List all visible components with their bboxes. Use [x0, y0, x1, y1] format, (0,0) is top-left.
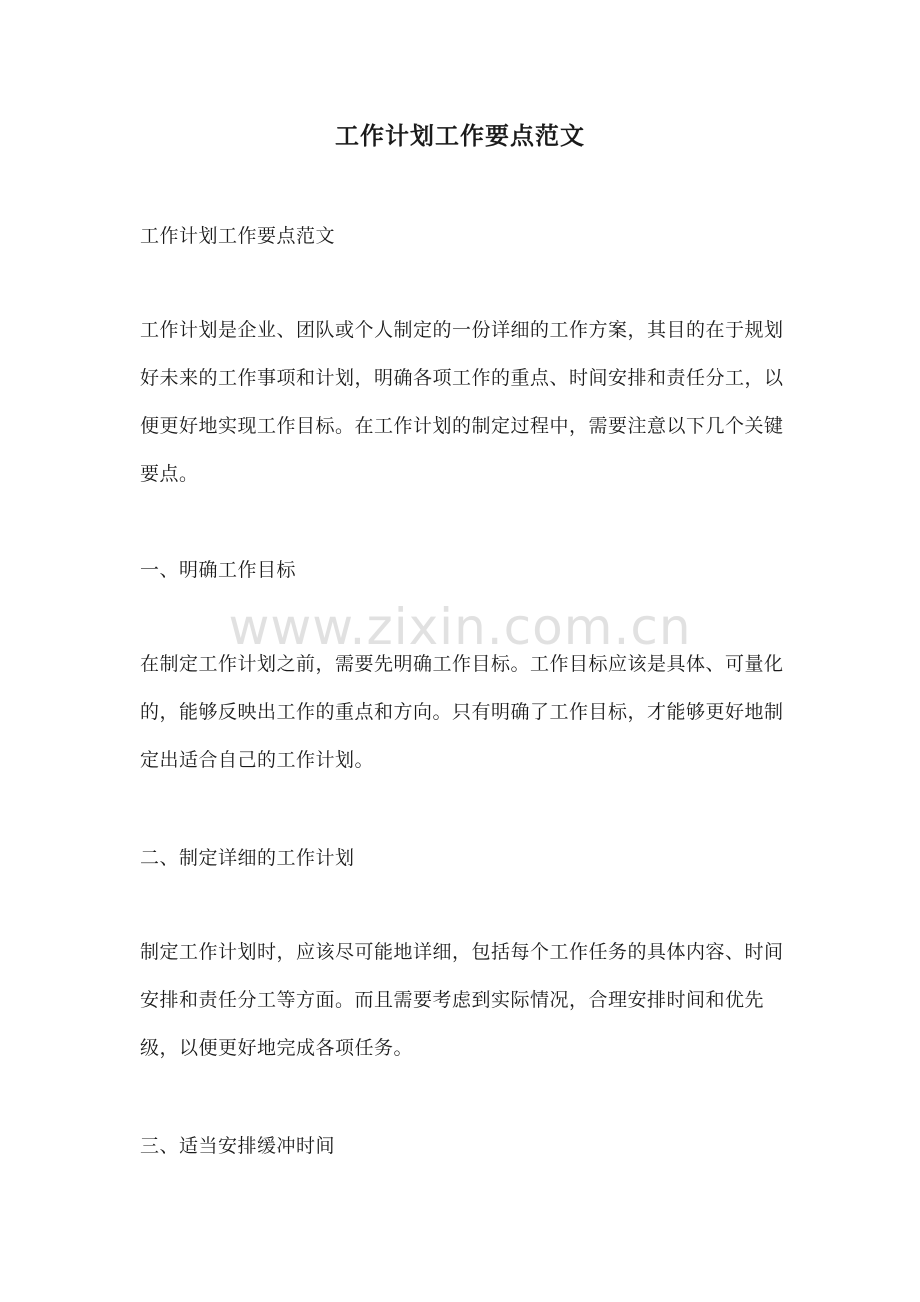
intro-paragraph: 工作计划是企业、团队或个人制定的一份详细的工作方案，其目的在于规划好未来的工作事项和计划，明确各项工作的重点、时间安排和责任分工，以便更好地实现工作目标。在工作计划的制定过程中，需要注意以下几个关键要点。: [140, 319, 784, 485]
section-body-1: 在制定工作计划之前，需要先明确工作目标。工作目标应该是具体、可量化的，能够反映出工作的重点和方向。只有明确了工作目标，才能够更好地制定出适合自己的工作计划。: [140, 653, 784, 771]
document-title: 工作计划工作要点范文: [335, 121, 585, 150]
section-heading-1: 一、明确工作目标: [140, 559, 297, 581]
watermark-text: www.zixin.com.cn: [228, 598, 692, 656]
document-subtitle: 工作计划工作要点范文: [140, 225, 336, 247]
section-body-2: 制定工作计划时，应该尽可能地详细，包括每个工作任务的具体内容、时间安排和责任分工等方面。而且需要考虑到实际情况，合理安排时间和优先级，以便更好地完成各项任务。: [140, 941, 784, 1059]
section-heading-3: 三、适当安排缓冲时间: [140, 1135, 336, 1157]
section-heading-2: 二、制定详细的工作计划: [140, 847, 355, 869]
